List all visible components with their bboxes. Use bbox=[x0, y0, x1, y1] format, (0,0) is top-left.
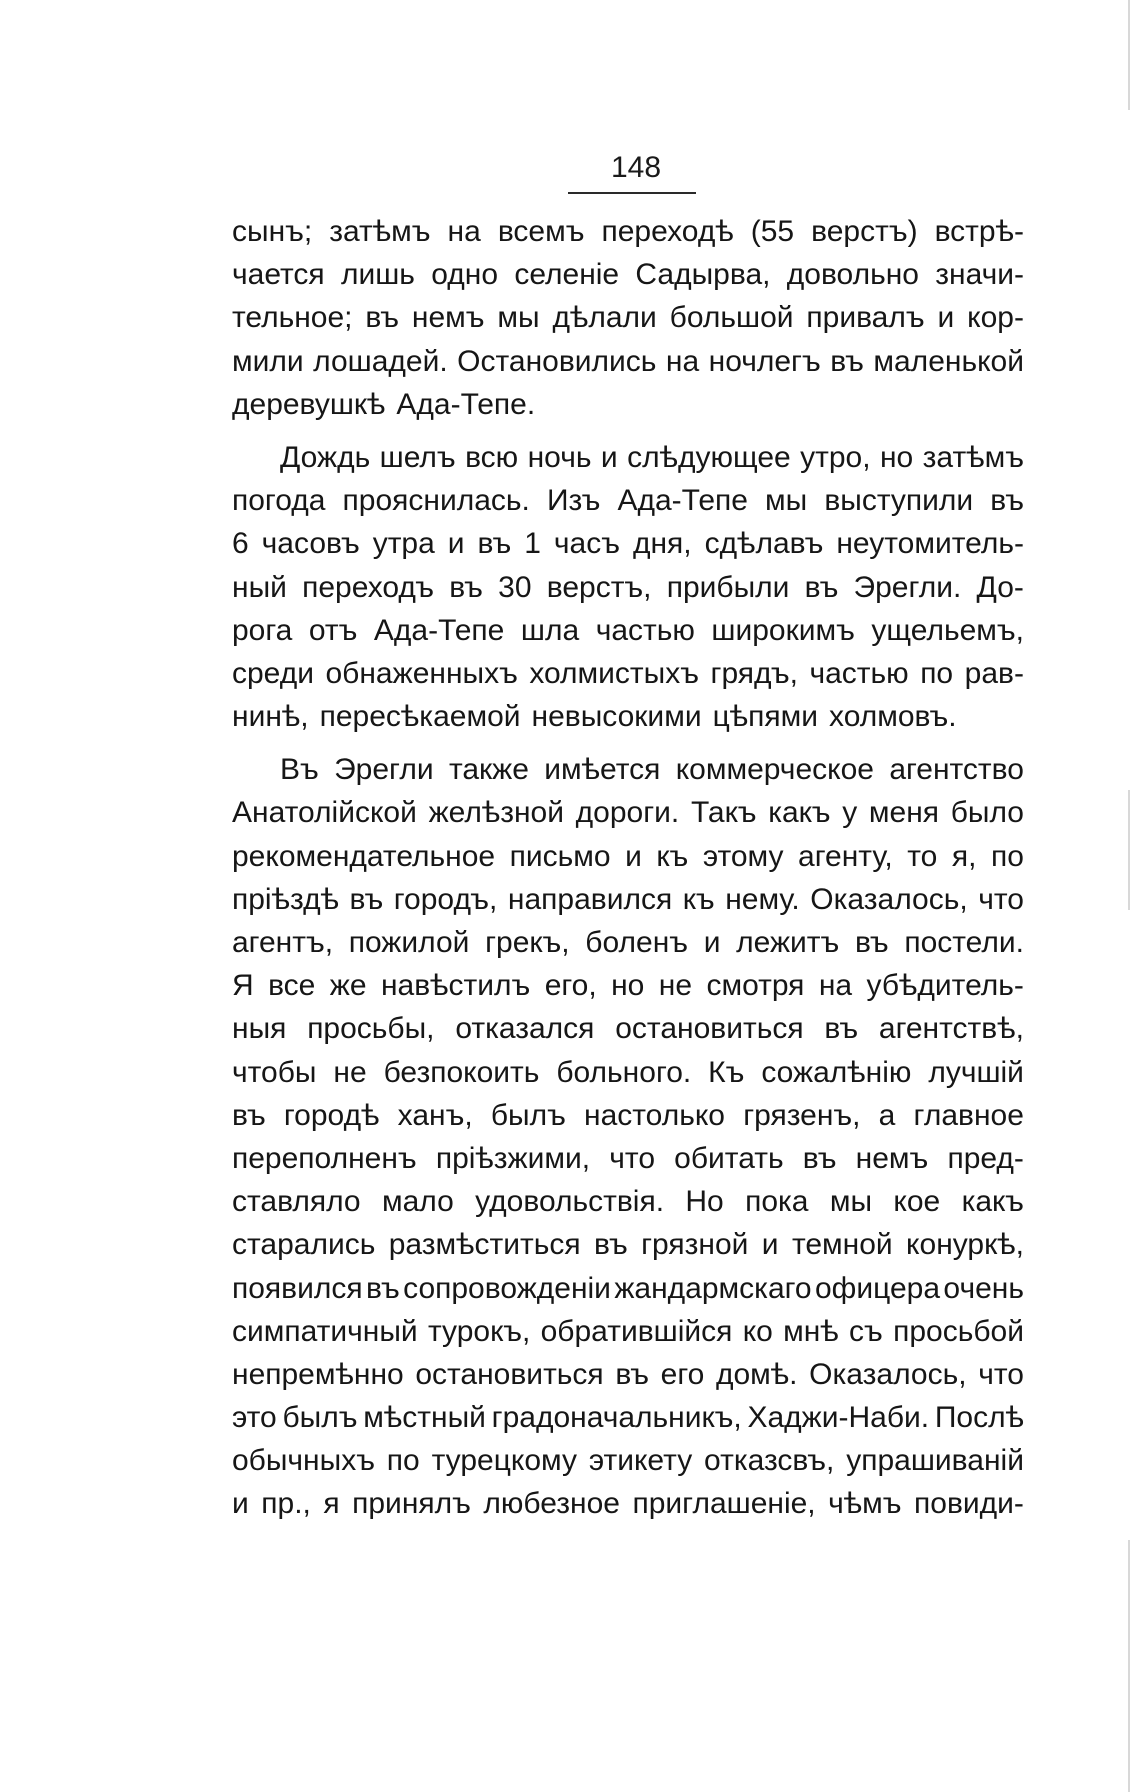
word: ный bbox=[232, 570, 287, 604]
word: 1 bbox=[524, 527, 541, 561]
text-line bbox=[232, 1353, 1024, 1396]
word: утро, bbox=[800, 440, 871, 474]
word: его, bbox=[544, 969, 597, 1003]
text-line bbox=[232, 652, 1024, 695]
word: агентъ, bbox=[232, 926, 334, 959]
text-line bbox=[232, 964, 1024, 1007]
text-line bbox=[232, 748, 1024, 791]
word: а bbox=[878, 1098, 896, 1132]
word: направился bbox=[507, 882, 673, 916]
word: какъ bbox=[768, 796, 831, 830]
word: всемъ bbox=[497, 215, 585, 248]
paragraph-gap bbox=[232, 738, 1024, 748]
word: прибыли bbox=[666, 570, 790, 604]
word: цѣпями bbox=[712, 700, 819, 734]
word: обитать bbox=[674, 1141, 784, 1175]
word: въ bbox=[854, 926, 889, 959]
word: ханъ, bbox=[397, 1098, 473, 1132]
word: привалъ bbox=[806, 301, 925, 335]
word: этикету bbox=[588, 1444, 693, 1478]
word: и bbox=[447, 527, 465, 561]
word: деревушкѣ bbox=[232, 387, 386, 421]
word: имѣется bbox=[544, 753, 661, 787]
word: значи- bbox=[935, 258, 1024, 292]
word: верстъ, bbox=[546, 570, 652, 604]
word: просьбы, bbox=[307, 1012, 435, 1046]
word: и bbox=[600, 440, 618, 474]
word: тельное; bbox=[232, 301, 353, 335]
word: нинѣ, bbox=[232, 700, 309, 734]
word: Но bbox=[685, 1185, 724, 1219]
word: отказался bbox=[455, 1012, 595, 1046]
word: Я bbox=[232, 969, 254, 1003]
text-line bbox=[232, 522, 1024, 565]
word: съ bbox=[849, 1314, 883, 1348]
word: что bbox=[978, 882, 1024, 916]
word: пр., bbox=[261, 1487, 311, 1521]
word: городѣ bbox=[283, 1098, 380, 1132]
paragraph bbox=[232, 210, 1024, 426]
word: Дождь bbox=[280, 440, 371, 474]
word: обычныхъ bbox=[232, 1444, 375, 1478]
word: грязной bbox=[641, 1228, 749, 1262]
word: сдѣлавъ bbox=[704, 527, 824, 561]
word: утра bbox=[372, 527, 435, 561]
word: въ bbox=[349, 882, 384, 916]
word: одно bbox=[431, 258, 499, 292]
word: Послѣ bbox=[934, 1401, 1024, 1435]
word: селеніе bbox=[514, 258, 620, 292]
word: настолько bbox=[584, 1098, 725, 1132]
word: на bbox=[447, 215, 481, 248]
word: не bbox=[333, 1055, 367, 1089]
word: грязенъ, bbox=[743, 1098, 861, 1132]
word: и bbox=[232, 1487, 249, 1521]
word: часовъ bbox=[261, 527, 360, 561]
word: не bbox=[658, 969, 693, 1003]
paragraph bbox=[232, 436, 1024, 738]
word: агенту, bbox=[798, 839, 893, 873]
word: Эрегли bbox=[334, 753, 434, 787]
word: былъ bbox=[490, 1098, 566, 1132]
word: мнѣ bbox=[783, 1314, 839, 1348]
word: мы bbox=[829, 1185, 873, 1219]
word: сынъ; bbox=[232, 215, 313, 248]
word: что bbox=[609, 1141, 655, 1175]
word: 30 bbox=[498, 570, 532, 604]
text-line bbox=[232, 340, 1024, 383]
word: частью bbox=[595, 613, 695, 647]
word: мѣстный bbox=[363, 1401, 486, 1435]
word: принялъ bbox=[352, 1487, 471, 1521]
word: и bbox=[703, 926, 721, 959]
word: коммерческое bbox=[675, 753, 874, 787]
text-line bbox=[232, 436, 1024, 479]
word: пожилой bbox=[348, 926, 470, 959]
word: Эрегли. bbox=[853, 570, 962, 604]
word: турецкому bbox=[431, 1444, 577, 1478]
word: 6 bbox=[232, 527, 249, 561]
word: и bbox=[761, 1228, 779, 1262]
word: До- bbox=[976, 570, 1024, 604]
word: нему. bbox=[725, 882, 800, 916]
word: пріѣздѣ bbox=[232, 882, 339, 916]
word: непремѣнно bbox=[232, 1357, 404, 1391]
word: пересѣкаемой bbox=[319, 700, 521, 734]
word: Анатолійской bbox=[232, 796, 417, 830]
word: чается bbox=[232, 258, 325, 292]
word: конуркѣ, bbox=[906, 1228, 1024, 1262]
word: немъ bbox=[855, 1141, 929, 1175]
word: чѣмъ bbox=[828, 1487, 902, 1521]
word: въ bbox=[366, 1271, 400, 1305]
word: ставляло bbox=[232, 1185, 361, 1219]
word: погода bbox=[232, 484, 326, 518]
word: ущельемъ, bbox=[871, 613, 1024, 647]
word: большой bbox=[669, 301, 794, 335]
word: Ада-Тепе bbox=[617, 484, 748, 518]
word: сопровожденіи bbox=[403, 1271, 611, 1305]
word: переходѣ bbox=[601, 215, 734, 248]
word: въ bbox=[824, 1012, 859, 1046]
word: больного. bbox=[556, 1055, 692, 1089]
word: меня bbox=[868, 796, 940, 830]
word: по bbox=[920, 656, 954, 690]
paragraph bbox=[232, 748, 1024, 1525]
word: было bbox=[950, 796, 1024, 830]
word: въ bbox=[804, 570, 839, 604]
text-line bbox=[232, 1396, 1024, 1439]
word: часъ bbox=[553, 527, 620, 561]
text-line bbox=[232, 921, 1024, 964]
word: симпатичный bbox=[232, 1314, 418, 1348]
word: остановиться bbox=[415, 1357, 604, 1391]
word: кое bbox=[893, 1185, 941, 1219]
word: дня, bbox=[632, 527, 692, 561]
text-line bbox=[232, 1094, 1024, 1137]
word: шелъ bbox=[379, 440, 456, 474]
word: въ bbox=[802, 1141, 837, 1175]
word: по bbox=[386, 1444, 420, 1478]
word: это bbox=[232, 1401, 277, 1435]
word: какъ bbox=[961, 1185, 1024, 1219]
word: мы bbox=[497, 301, 540, 335]
word: грекъ, bbox=[485, 926, 570, 959]
word: обратившійся bbox=[540, 1314, 733, 1348]
word: домѣ. bbox=[715, 1357, 798, 1391]
word: по bbox=[990, 839, 1024, 873]
word: главное bbox=[913, 1098, 1024, 1132]
word: частью bbox=[809, 656, 909, 690]
word: къ bbox=[682, 882, 715, 916]
word: письмо bbox=[509, 839, 611, 873]
word: агентство bbox=[889, 753, 1024, 787]
word: то bbox=[907, 839, 938, 873]
word: Изъ bbox=[546, 484, 601, 518]
word: въ bbox=[615, 1357, 650, 1391]
word: Ада-Тепе. bbox=[396, 387, 536, 421]
word: желѣзной bbox=[428, 796, 564, 830]
word: шла bbox=[520, 613, 580, 647]
text-line bbox=[232, 296, 1024, 339]
page-number-rule bbox=[568, 192, 696, 194]
word: у bbox=[842, 796, 858, 830]
word: чтобы bbox=[232, 1055, 317, 1089]
word: въ bbox=[990, 484, 1024, 518]
word: любезное bbox=[483, 1487, 620, 1521]
word: Остановились bbox=[457, 344, 657, 378]
word: къ bbox=[656, 839, 689, 873]
word: Въ bbox=[280, 753, 319, 787]
word: постели. bbox=[904, 926, 1024, 959]
text-line bbox=[232, 1267, 1024, 1310]
word: сожалѣнію bbox=[761, 1055, 912, 1089]
word: этому bbox=[702, 839, 784, 873]
text-line bbox=[232, 1051, 1024, 1094]
page-number: 148 bbox=[610, 151, 662, 184]
word: Оказалось, bbox=[809, 1357, 967, 1391]
word: и bbox=[937, 301, 955, 335]
word: но bbox=[879, 440, 914, 474]
word: жандармскаго bbox=[614, 1271, 812, 1305]
word: затѣмъ bbox=[922, 440, 1024, 474]
word: неутомитель- bbox=[836, 527, 1024, 561]
word: мили bbox=[232, 344, 304, 378]
word: ныя bbox=[232, 1012, 287, 1046]
word: ночь bbox=[527, 440, 592, 474]
word: смотря bbox=[706, 969, 805, 1003]
word: рекомендательное bbox=[232, 839, 496, 873]
text-line bbox=[232, 566, 1024, 609]
word: въ bbox=[365, 301, 400, 335]
word: я bbox=[323, 1487, 340, 1521]
word: но bbox=[611, 969, 645, 1003]
word: затѣмъ bbox=[329, 215, 431, 248]
word: удовольствія. bbox=[475, 1185, 665, 1219]
scan-edge-mark bbox=[1128, 790, 1130, 910]
word: рога bbox=[232, 613, 293, 647]
word: лишь bbox=[340, 258, 415, 292]
word: холмистыхъ bbox=[529, 656, 699, 690]
word: отказсвъ, bbox=[704, 1444, 835, 1478]
word: боленъ bbox=[585, 926, 689, 959]
word: остановиться bbox=[615, 1012, 804, 1046]
word: прояснилась. bbox=[342, 484, 530, 518]
word: на bbox=[665, 344, 700, 378]
word: слѣдующее bbox=[627, 440, 791, 474]
word: все bbox=[268, 969, 316, 1003]
word: обнаженныхъ bbox=[325, 656, 518, 690]
word: Оказалось, bbox=[810, 882, 968, 916]
word: ко bbox=[742, 1314, 773, 1348]
word: дороги. bbox=[575, 796, 680, 830]
word: офицера bbox=[815, 1271, 941, 1305]
text-line bbox=[232, 1482, 1024, 1525]
word: холмовъ. bbox=[829, 700, 957, 734]
word: я, bbox=[951, 839, 977, 873]
text-line bbox=[232, 1310, 1024, 1353]
word: упрашиваній bbox=[846, 1444, 1024, 1478]
word: Къ bbox=[708, 1055, 745, 1089]
word: пред- bbox=[947, 1141, 1024, 1175]
word: отъ bbox=[308, 613, 358, 647]
word: приглашеніе, bbox=[632, 1487, 816, 1521]
word: пока bbox=[745, 1185, 809, 1219]
word: ночлегъ bbox=[708, 344, 821, 378]
word: очень bbox=[943, 1271, 1024, 1305]
text-line bbox=[232, 210, 1024, 253]
word: мы bbox=[765, 484, 808, 518]
text-line bbox=[232, 791, 1024, 834]
word: появился bbox=[232, 1271, 363, 1305]
word: (55 bbox=[750, 215, 795, 248]
scan-edge-mark bbox=[1128, 1540, 1130, 1792]
word: на bbox=[818, 969, 853, 1003]
word: Хаджи-Наби. bbox=[747, 1401, 930, 1435]
word: пріѣзжими, bbox=[435, 1141, 591, 1175]
word: лежитъ bbox=[736, 926, 840, 959]
word: встрѣ- bbox=[934, 215, 1024, 248]
word: Ада-Тепе bbox=[373, 613, 505, 647]
paragraph-gap bbox=[232, 426, 1024, 436]
text-line bbox=[232, 253, 1024, 296]
text-line bbox=[232, 609, 1024, 652]
word: широкимъ bbox=[711, 613, 855, 647]
word: повиди- bbox=[914, 1487, 1024, 1521]
word: безпокоить bbox=[383, 1055, 540, 1089]
text-line bbox=[232, 479, 1024, 522]
text-line bbox=[232, 1180, 1024, 1223]
word: маленькой bbox=[873, 344, 1024, 378]
word: среди bbox=[232, 656, 314, 690]
word: навѣстилъ bbox=[380, 969, 531, 1003]
word: же bbox=[329, 969, 367, 1003]
word: рав- bbox=[964, 656, 1024, 690]
word: городъ, bbox=[393, 882, 498, 916]
word: турокъ, bbox=[427, 1314, 531, 1348]
word: былъ bbox=[282, 1401, 358, 1435]
word: невысокими bbox=[531, 700, 702, 734]
text-line bbox=[232, 1137, 1024, 1180]
text-line bbox=[232, 1439, 1024, 1482]
word: всю bbox=[465, 440, 519, 474]
word: выступили bbox=[824, 484, 974, 518]
word: въ bbox=[449, 570, 483, 604]
word: просьбой bbox=[893, 1314, 1024, 1348]
body-text bbox=[232, 210, 1024, 1526]
text-line bbox=[232, 1007, 1024, 1050]
word: также bbox=[448, 753, 529, 787]
word: лошадей. bbox=[313, 344, 448, 378]
text-line bbox=[232, 383, 1024, 426]
text-line bbox=[232, 695, 1024, 738]
word: въ bbox=[830, 344, 864, 378]
scan-edge-mark bbox=[1128, 0, 1130, 110]
word: переходъ bbox=[302, 570, 435, 604]
text-line bbox=[232, 835, 1024, 878]
word: размѣститься bbox=[388, 1228, 581, 1262]
word: что bbox=[978, 1357, 1024, 1391]
word: Такъ bbox=[690, 796, 757, 830]
word: немъ bbox=[411, 301, 485, 335]
text-line bbox=[232, 1223, 1024, 1266]
word: убѣдитель- bbox=[866, 969, 1024, 1003]
word: въ bbox=[477, 527, 512, 561]
word: лучшій bbox=[928, 1055, 1024, 1089]
word: верстъ) bbox=[811, 215, 918, 248]
word: довольно bbox=[786, 258, 919, 292]
word: темной bbox=[791, 1228, 893, 1262]
word: Садырва, bbox=[635, 258, 771, 292]
word: кор- bbox=[967, 301, 1024, 335]
word: грядъ, bbox=[710, 656, 798, 690]
word: мало bbox=[381, 1185, 454, 1219]
word: его bbox=[660, 1357, 705, 1391]
word: дѣлали bbox=[552, 301, 657, 335]
text-line bbox=[232, 878, 1024, 921]
word: и bbox=[625, 839, 642, 873]
word: старались bbox=[232, 1228, 376, 1262]
word: градоначальникъ, bbox=[491, 1401, 742, 1435]
word: въ bbox=[232, 1098, 266, 1132]
word: агентствѣ, bbox=[878, 1012, 1024, 1046]
word: переполненъ bbox=[232, 1141, 417, 1175]
word: въ bbox=[594, 1228, 628, 1262]
